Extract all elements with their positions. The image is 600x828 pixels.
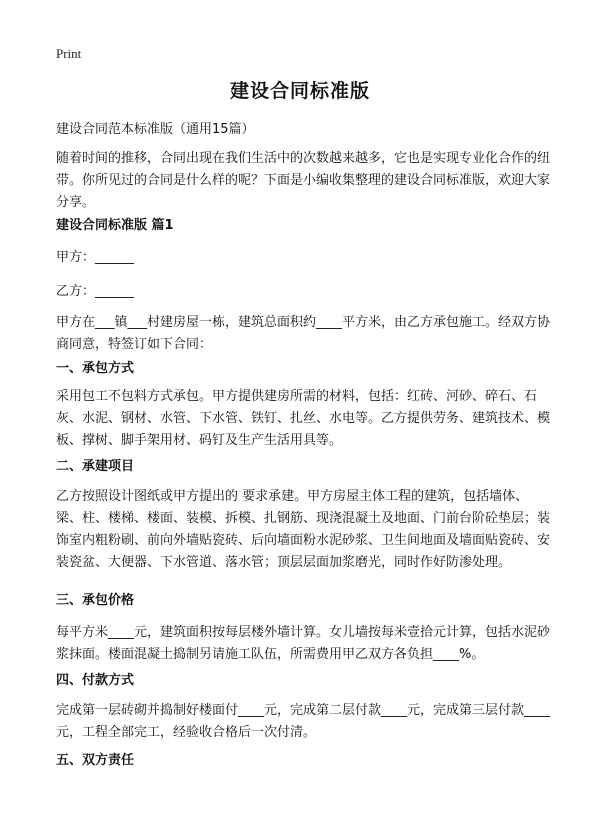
document-subtitle: 建设合同范本标准版（通用15篇） bbox=[56, 122, 255, 137]
page-title: 建设合同标准版 bbox=[229, 80, 370, 102]
print-link[interactable]: Print bbox=[56, 46, 82, 61]
section-heading: 一、承包方式 bbox=[56, 361, 135, 376]
opening-paragraph: 甲方在___镇___村建房屋一栋，建筑总面积约____平方米，由乙方承包施工。经双方协商同意，特签订如下合同： bbox=[56, 315, 551, 352]
article-heading: 建设合同标准版 篇1 bbox=[56, 218, 174, 233]
party-b-line: 乙方：______ bbox=[56, 284, 135, 299]
section-heading: 四、付款方式 bbox=[56, 673, 135, 688]
section-body: 乙方按照设计图纸或甲方提出的 要求承建。甲方房屋主体工程的建筑，包括墙体、梁、柱、楼梯、楼面、装模、拆模、扎钢筋、现浇混凝土及地面、门前台阶砼垫层；装饰室内粗粉刷、前向外墙贴瓷砖、后向墙面粉水泥砂浆、卫生间地面及墙面贴瓷砖、安装瓷盆、大便器、下水管道、落水管；顶层层面加浆磨光，同时作好防渗处理。 bbox=[56, 489, 551, 570]
section-heading: 二、承建项目 bbox=[56, 459, 135, 474]
section-heading: 五、双方责任 bbox=[56, 753, 135, 768]
section-body: 采用包工不包料方式承包。甲方提供建房所需的材料，包括：红砖、河砂、碎石、石灰、水泥、钢材、水管、下水管、铁钉、扎丝、水电等。乙方提供劳务、建筑技术、模板、撑树、脚手架用材、码钉及生产生活用具等。 bbox=[56, 389, 551, 448]
section-body: 每平方米____元，建筑面积按每层楼外墙计算。女儿墙按每米壹拾元计算，包括水泥砂浆抹面。楼面混凝土捣制另请施工队伍，所需费用甲乙双方各负担____%。 bbox=[56, 625, 551, 662]
party-a-line: 甲方：______ bbox=[56, 250, 135, 265]
section-body: 完成第一层砖砌并捣制好楼面付____元，完成第二层付款____元，完成第三层付款____元，工程全部完工，经验收合格后一次付清。 bbox=[56, 703, 551, 740]
section-heading: 三、承包价格 bbox=[56, 593, 135, 608]
intro-paragraph: 随着时间的推移，合同出现在我们生活中的次数越来越多，它也是实现专业化合作的纽带。你所见过的合同是什么样的呢？下面是小编收集整理的建设合同标准版，欢迎大家分享。 bbox=[56, 151, 551, 210]
